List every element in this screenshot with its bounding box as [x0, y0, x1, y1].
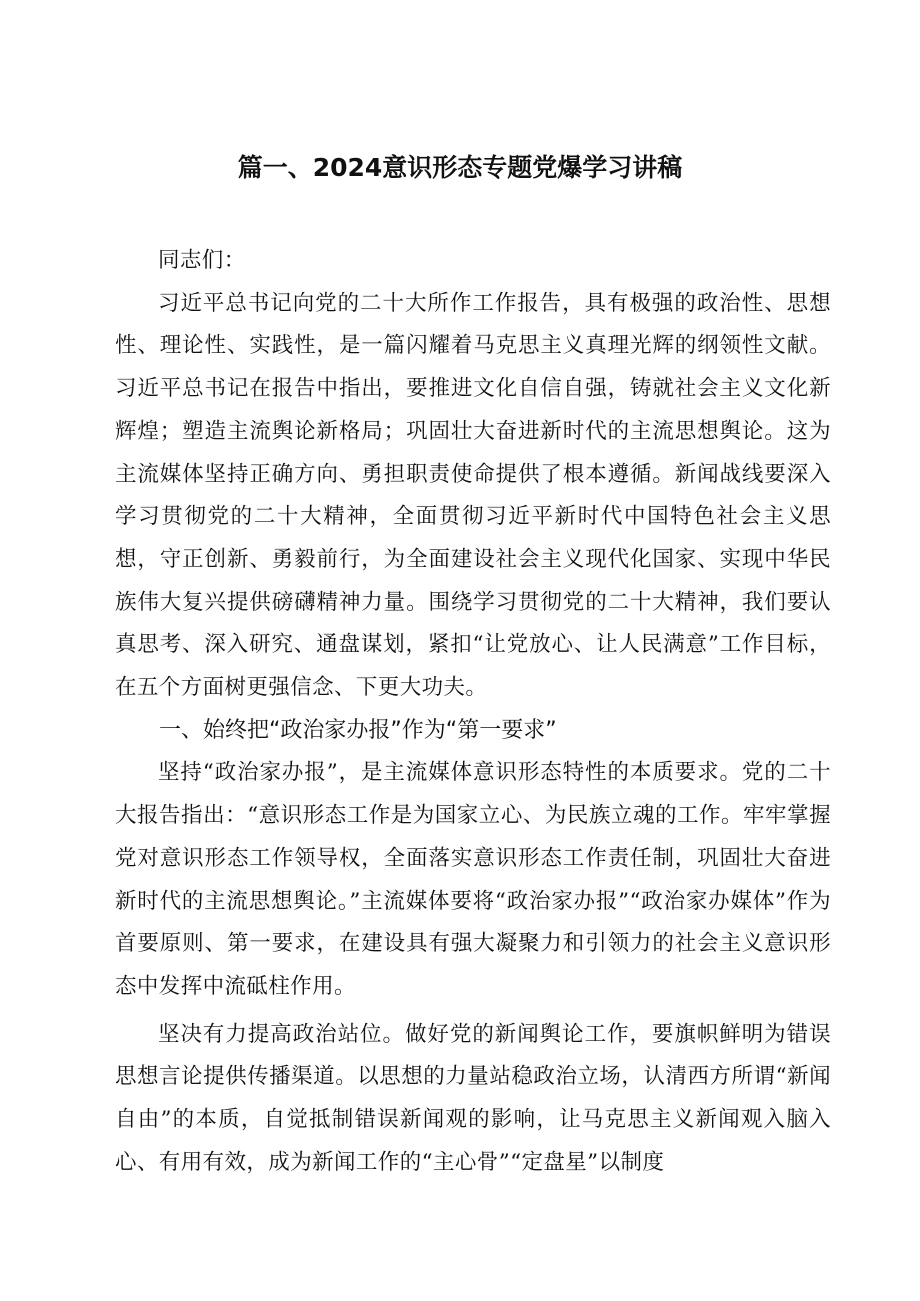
paragraph-section-2: 坚决有力提高政治站位。做好党的新闻舆论工作，要旗帜鲜明为错误思想言论提供传播渠道。以思想的力量站稳政治立场，认清西方所谓“新闻自由”的本质，自觉抵制错误新闻观的影响，让马克思主义新闻观入脑入心、有用有效，成为新闻工作的“主心骨”“定盘星”以制度 — [115, 1021, 831, 1175]
salutation: 同志们： — [158, 248, 246, 273]
document-body — [115, 240, 831, 1184]
paragraph-section-1: 坚持“政治家办报”，是主流媒体意识形态特性的本质要求。党的二十大报告指出：“意识形态工作是为国家立心、为民族立魂的工作。牢牢掌握党对意识形态工作领导权，全面落实意识形态工作责任制，巩固壮大奋进新时代的主流思想舆论。”主流媒体要将“政治家办报”“政治家办媒体”作为首要原则、第一要求，在建设具有强大凝聚力和引领力的社会主义意识形态中发挥中流砥柱作用。 — [115, 760, 831, 999]
paragraph-intro: 习近平总书记向党的二十大所作工作报告，具有极强的政治性、思想性、理论性、实践性，是一篇闪耀着马克思主义真理光辉的纲领性文献。习近平总书记在报告中指出，要推进文化自信自强，铸就社会主义文化新辉煌；塑造主流舆论新格局；巩固壮大奋进新时代的主流思想舆论。这为主流媒体坚持正确方向、勇担职责使命提供了根本遵循。新闻战线要深入学习贯彻党的二十大精神，全面贯彻习近平新时代中国特色社会主义思想，守正创新、勇毅前行，为全面建设社会主义现代化国家、实现中华民族伟大复兴提供磅礴精神力量。围绕学习贯彻党的二十大精神，我们要认真思考、深入研究、通盘谋划，紧扣“让党放心、让人民满意”工作目标，在五个方面树更强信念、下更大功夫。 — [115, 290, 831, 701]
section-heading: 一、始终把“政治家办报”作为“第一要求” — [159, 717, 557, 743]
document-title: 篇一、2024意识形态专题党爆学习讲稿 — [237, 153, 683, 182]
